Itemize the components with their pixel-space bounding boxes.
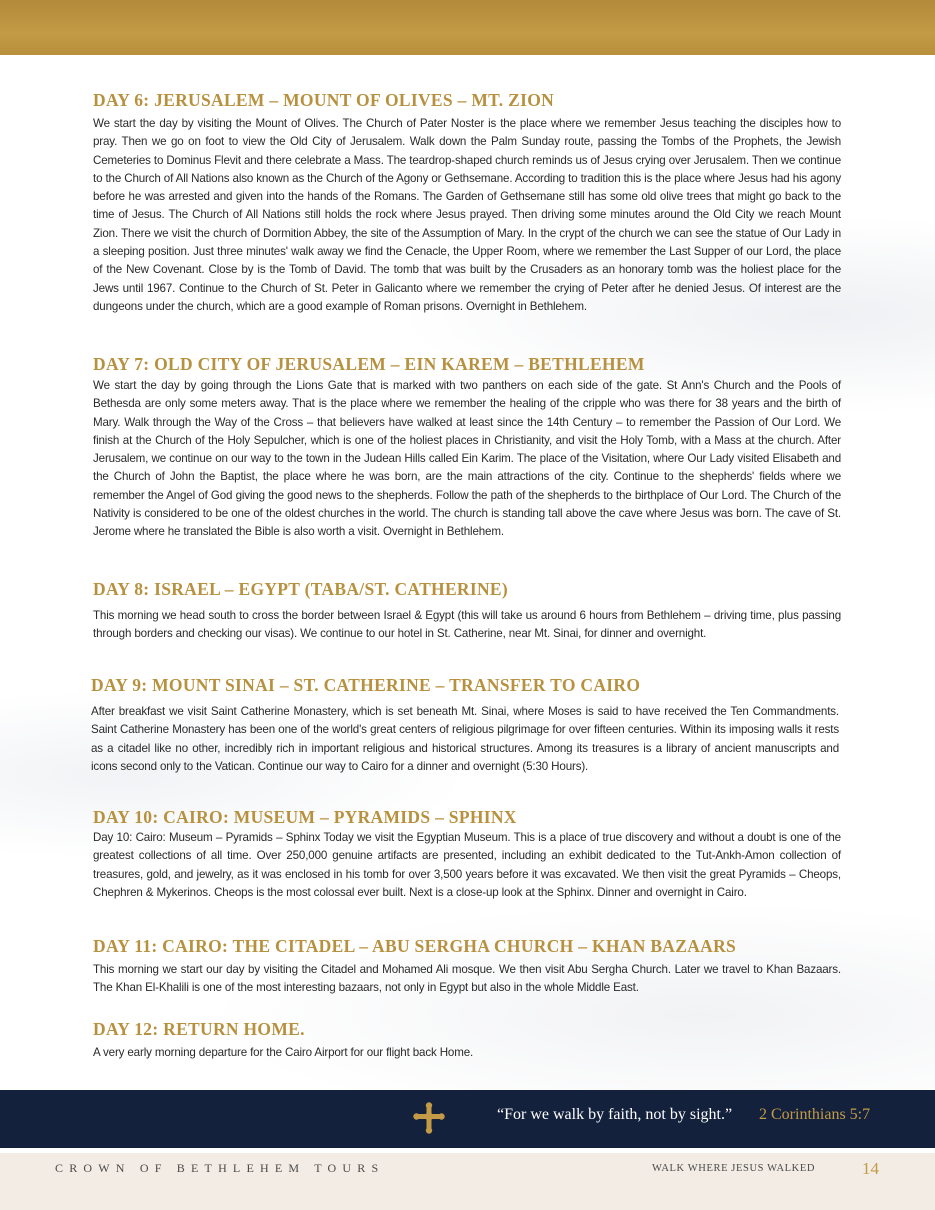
day-11-text: This morning we start our day by visiting the Citadel and Mohamed Ali mosque. We then visit Abu Sergha Church. Later we travel to Khan Bazaars. The Khan El-Khalili is one of the most interesting bazaars, not only in Egypt but also in the whole Middle East. (93, 963, 841, 995)
day-12-section (93, 1018, 841, 1062)
day-8-text: This morning we head south to cross the border between Israel & Egypt (this will take us around 6 hours from Bethlehem – driving time, plus passing through borders and checking our visas). We continue to our hotel in St. Catherine, near Mt. Sinai, for dinner and overnight. (93, 609, 841, 641)
day-11-heading: DAY 11: CAIRO: THE CITADEL – ABU SERGHA CHURCH – KHAN BAZAARS (93, 936, 737, 956)
footer-brand: CROWN OF BETHLEHEM TOURS (55, 1161, 385, 1175)
scripture-quote: “For we walk by faith, not by sight.” (497, 1106, 733, 1123)
day-11-section (93, 935, 841, 998)
day-10-section (93, 806, 841, 902)
day-6-section (93, 89, 841, 316)
day-8-section (93, 578, 841, 644)
footer (0, 1150, 935, 1210)
footer-tagline: WALK WHERE JESUS WALKED (652, 1163, 816, 1174)
day-7-heading: DAY 7: OLD CITY OF JERUSALEM – EIN KAREM – BETHLEHEM (93, 354, 645, 374)
day-9-heading: DAY 9: MOUNT SINAI – ST. CATHERINE – TRANSFER TO CAIRO (91, 675, 641, 695)
day-9-text: After breakfast we visit Saint Catherine Monastery, which is set beneath Mt. Sinai, where Moses is said to have received the Ten Commandments. Saint Catherine Monastery has been one of the world's great centers of religious pilgrimage for over fifteen centuries. Within its imposing walls it rests as a citadel like no other, incredibly rich in important religious and historical structures. Among its treasures is a library of ancient manuscripts and icons second only to the Vatican. Continue our way to Cairo for a dinner and overnight (5:30 Hours). (91, 705, 839, 773)
day-12-text: A very early morning departure for the Cairo Airport for our flight back Home. (93, 1046, 474, 1059)
page-number: 14 (862, 1159, 879, 1178)
day-6-text: We start the day by visiting the Mount of Olives. The Church of Pater Noster is the place where we remember Jesus teaching the disciples how to pray. Then we go on foot to view the Old City of Jerusalem. Walk down the Palm Sunday route, passing the Tombs of the Prophets, the Jewish Cemeteries to Dominus Flevit and there celebrate a Mass. The teardrop-shaped church reminds us of Jesus crying over Jerusalem. Then we continue to the Church of All Nations also known as the Church of the Agony or Gethsemane. According to tradition this is the place where Jesus had his agony before he was arrested and given into the hands of the Romans. The Garden of Gethsemane still has some old olive trees that might go back to the time of Jesus. The Church of All Nations still holds the rock where Jesus prayed. Then driving some minutes around the Old City we reach Mount Zion. There we visit the church of Dormition Abbey, the site of the Assumption of Mary. In the crypt of the church we can see the statue of Our Lady in a sleeping position. Just three minutes' walk away we find the Cenacle, the Upper Room, where we remember the Last Supper of our Lord, the place of the New Covenant. Close by is the Tomb of David. The tomb that was built by the Crusaders as an honorary tomb was the holiest place for the Jews until 1967. Continue to the Church of St. Peter in Galicanto where we remember the crying of Peter after he denied Jesus. Of interest are the dungeons under the church, which are a good example of Roman prisons. Overnight in Bethlehem. (93, 117, 841, 313)
top-gold-band (0, 0, 935, 55)
day-9-section (91, 674, 839, 776)
day-7-section (93, 353, 841, 542)
day-10-heading: DAY 10: CAIRO: MUSEUM – PYRAMIDS – SPHINX (93, 807, 517, 827)
day-7-text: We start the day by going through the Lions Gate that is marked with two panthers on each side of the gate. St Ann's Church and the Pools of Bethesda are only some meters away. That is the place where we remember the healing of the cripple who was there for 38 years and the birth of Mary. Walk through the Way of the Cross – that believers have walked at least since the 14th Century – to remember the Passion of Our Lord. We finish at the Church of the Holy Sepulcher, which is one of the holiest places in Christianity, and visit the Holy Tomb, with a Mass at the church. After Jerusalem, we continue on our way to the town in the Judean Hills called Ein Karim. The place of the Visitation, where Our Lady visited Elisabeth and the Church of John the Baptist, the place where he was born, are the main attractions of the city. Continue to the shepherds' fields where we remember the Angel of God giving the good news to the shepherds. Follow the path of the shepherds to the birthplace of Our Lord. The Church of the Nativity is considered to be one of the oldest churches in the world. The church is standing tall above the cave where Jesus was born. The cave of St. Jerome where he translated the Bible is also worth a visit. Overnight in Bethlehem. (93, 379, 841, 539)
scripture-reference: 2 Corinthians 5:7 (759, 1106, 871, 1123)
day-12-heading: DAY 12: RETURN HOME. (93, 1019, 305, 1039)
day-8-heading: DAY 8: ISRAEL – EGYPT (TABA/ST. CATHERINE) (93, 579, 509, 599)
day-6-heading: DAY 6: JERUSALEM – MOUNT OF OLIVES – MT. ZION (93, 90, 555, 110)
day-10-text: Day 10: Cairo: Museum – Pyramids – Sphinx Today we visit the Egyptian Museum. This is a place of true discovery and without a doubt is one of the greatest collections of all time. Over 250,000 genuine artifacts are presented, including an exhibit dedicated to the Tut-Ankh-Amon collection of treasures, gold, and jewelry, as it was enclosed in his tomb for over 3,500 years before it was excavated. We then visit the great Pyramids – Cheops, Chephren & Mykerinos. Cheops is the most colossal ever built. Next is a close-up look at the Sphinx. Dinner and overnight in Cairo. (93, 831, 841, 899)
cross-icon (412, 1101, 446, 1135)
